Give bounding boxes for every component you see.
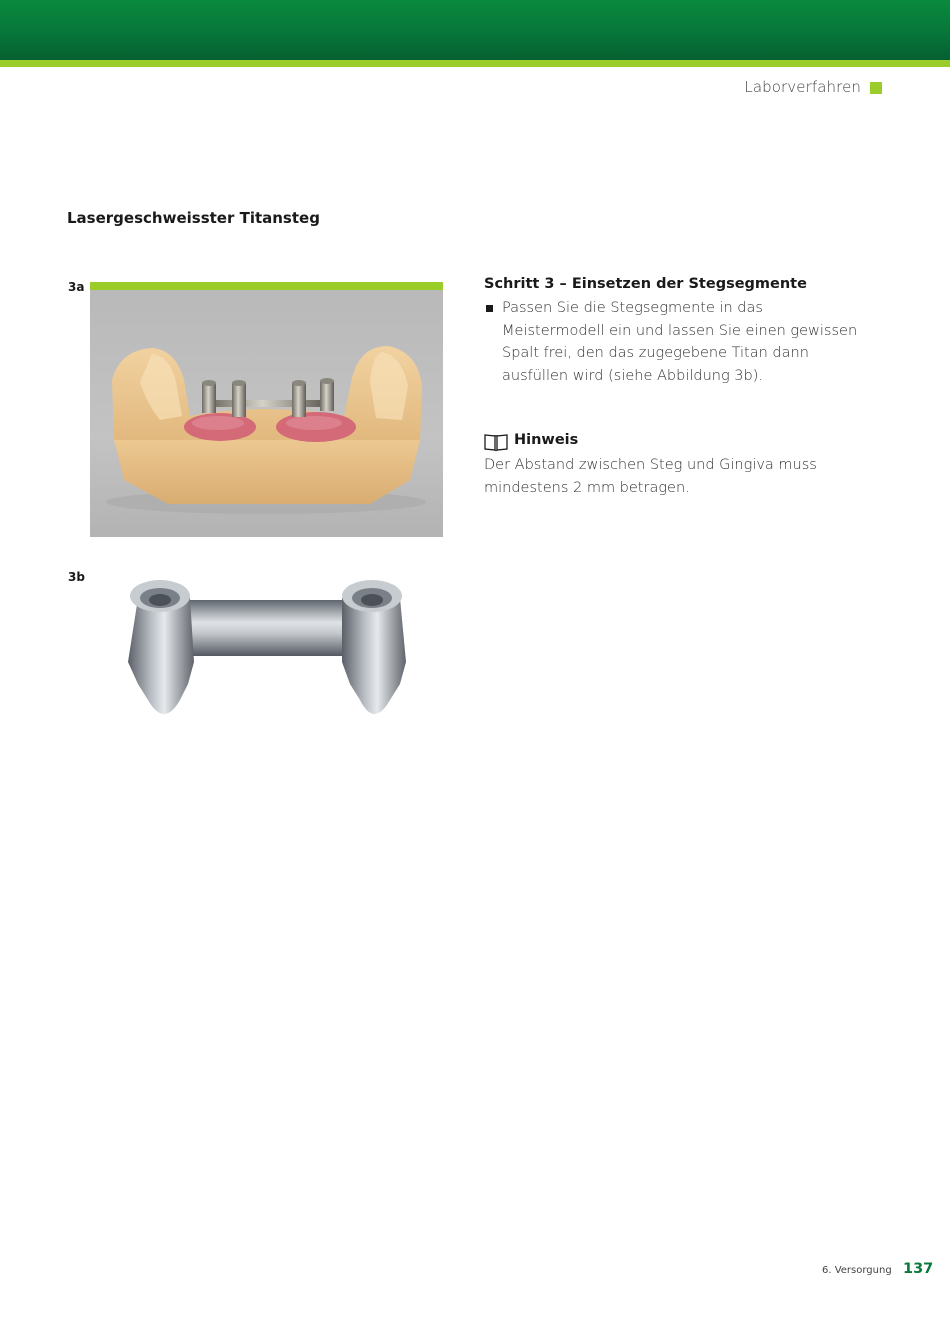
bullet-square-icon	[486, 305, 493, 312]
step-heading: Schritt 3 – Einsetzen der Stegsegmente	[484, 276, 807, 292]
footer-chapter: 6. Versorgung	[822, 1265, 892, 1276]
page-number: 137	[903, 1261, 934, 1277]
section-label: Laborverfahren	[744, 78, 861, 96]
note-text: Der Abstand zwischen Steg und Gingiva muss mindestens 2 mm betragen.	[484, 457, 817, 496]
step-bullet-text: Passen Sie die Stegsegmente in das Meistermodell ein und lassen Sie einen gewissen Spalt frei, den das zugegebene Titan dann ausfüllen wird (siehe Abbildung 3b).	[502, 300, 858, 384]
note-heading: Hinweis	[514, 432, 579, 448]
figure-3b-label: 3b	[68, 570, 85, 584]
figure-3a-photo	[90, 290, 443, 537]
header-accent-line	[0, 60, 950, 67]
figure-3b-bar-segment-render	[120, 572, 415, 730]
header-band	[0, 0, 950, 60]
figure-3a-label: 3a	[68, 280, 85, 294]
book-icon	[484, 433, 508, 452]
section-marker-square	[870, 82, 882, 94]
figure-3a-accent-bar	[90, 282, 443, 290]
page-title: Lasergeschweisster Titansteg	[67, 209, 320, 227]
